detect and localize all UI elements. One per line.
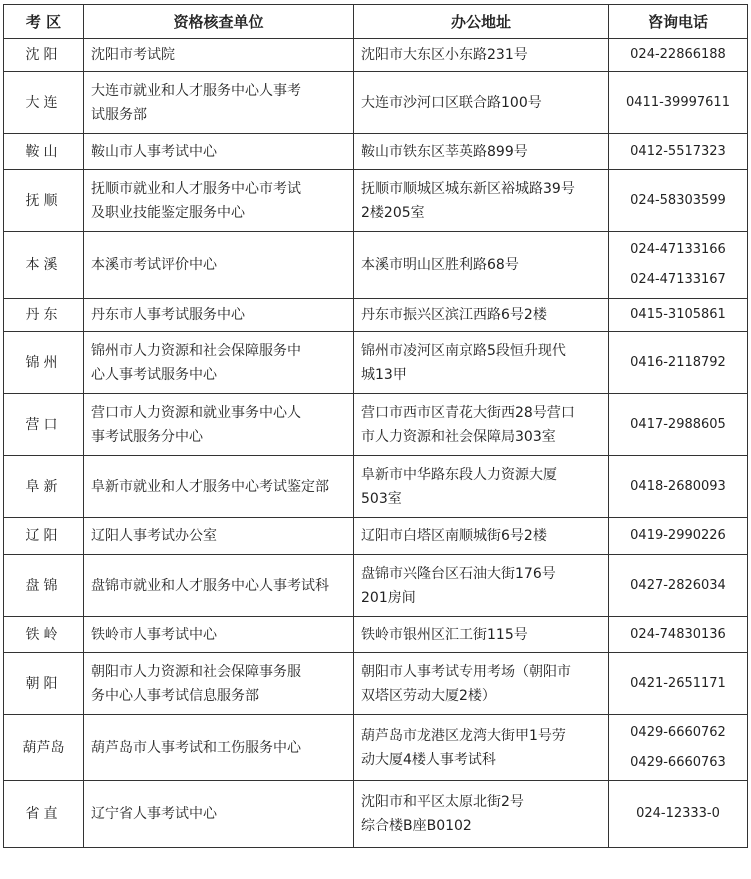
table-row xyxy=(4,170,748,232)
cell-unit-line: 心人事考试服务中心 xyxy=(91,366,217,383)
cell-phone-line: 024-47133167 xyxy=(630,272,726,287)
cell-region: 大连 xyxy=(4,72,84,134)
cell-phone xyxy=(609,781,748,848)
cell-unit-line: 朝阳市人力资源和社会保障事务服 xyxy=(91,663,301,680)
cell-unit xyxy=(84,170,354,232)
cell-address-line: 阜新市中华路东段人力资源大厦 xyxy=(361,466,557,483)
cell-phone-line: 024-47133166 xyxy=(630,242,726,257)
cell-phone-line: 0412-5517323 xyxy=(630,143,726,159)
cell-region: 抚顺 xyxy=(4,170,84,232)
table-row xyxy=(4,299,748,332)
cell-address xyxy=(354,232,609,299)
cell-unit-line: 大连市就业和人才服务中心人事考 xyxy=(91,82,301,99)
cell-unit xyxy=(84,518,354,555)
cell-phone xyxy=(609,715,748,781)
cell-phone xyxy=(609,134,748,170)
cell-unit-line: 铁岭市人事考试中心 xyxy=(91,626,217,643)
table-row xyxy=(4,394,748,456)
cell-unit-line: 辽阳人事考试办公室 xyxy=(91,528,217,544)
cell-unit-line: 锦州市人力资源和社会保障服务中 xyxy=(91,342,301,359)
cell-phone xyxy=(609,653,748,715)
cell-region: 阜新 xyxy=(4,456,84,518)
cell-region: 辽阳 xyxy=(4,518,84,555)
cell-phone xyxy=(609,232,748,299)
cell-unit-line: 沈阳市考试院 xyxy=(91,47,175,63)
cell-region: 铁岭 xyxy=(4,617,84,653)
cell-unit xyxy=(84,394,354,456)
cell-address xyxy=(354,299,609,332)
header-phone: 咨询电话 xyxy=(609,5,748,39)
cell-unit xyxy=(84,232,354,299)
cell-phone xyxy=(609,555,748,617)
cell-region: 省直 xyxy=(4,781,84,848)
cell-phone xyxy=(609,518,748,555)
cell-address xyxy=(354,518,609,555)
cell-address-line: 铁岭市银州区汇工街115号 xyxy=(361,626,528,643)
cell-unit-line: 本溪市考试评价中心 xyxy=(91,257,217,273)
cell-unit xyxy=(84,555,354,617)
cell-phone-line: 0427-2826034 xyxy=(630,577,726,593)
cell-unit xyxy=(84,299,354,332)
cell-address-line: 沈阳市大东区小东路231号 xyxy=(361,47,528,63)
cell-phone-line: 0419-2990226 xyxy=(630,528,726,543)
cell-phone xyxy=(609,170,748,232)
cell-region: 葫芦岛 xyxy=(4,715,84,781)
table-row xyxy=(4,555,748,617)
cell-address-line: 朝阳市人事考试专用考场（朝阳市 xyxy=(361,663,571,680)
cell-phone xyxy=(609,456,748,518)
table-row xyxy=(4,332,748,394)
cell-unit-line: 营口市人力资源和就业事务中心人 xyxy=(91,404,301,421)
cell-region: 锦州 xyxy=(4,332,84,394)
cell-phone-line: 0411-39997611 xyxy=(626,94,730,110)
cell-region: 营口 xyxy=(4,394,84,456)
cell-address-line: 201房间 xyxy=(361,589,416,606)
cell-address-line: 503室 xyxy=(361,490,402,507)
cell-address-line: 锦州市凌河区南京路5段恒升现代 xyxy=(361,342,566,359)
cell-region: 沈阳 xyxy=(4,39,84,72)
cell-address-line: 沈阳市和平区太原北街2号 xyxy=(361,794,524,810)
table-row xyxy=(4,39,748,72)
cell-unit-line: 抚顺市就业和人才服务中心市考试 xyxy=(91,180,301,197)
cell-unit xyxy=(84,653,354,715)
cell-address xyxy=(354,456,609,518)
table-row xyxy=(4,456,748,518)
cell-unit-line: 丹东市人事考试服务中心 xyxy=(91,307,245,323)
cell-phone-line: 0429-6660762 xyxy=(630,724,726,740)
cell-phone xyxy=(609,72,748,134)
cell-address xyxy=(354,617,609,653)
cell-phone-line: 0418-2680093 xyxy=(630,478,726,494)
cell-unit-line: 及职业技能鉴定服务中心 xyxy=(91,204,245,221)
cell-unit xyxy=(84,332,354,394)
cell-phone xyxy=(609,617,748,653)
table-row xyxy=(4,232,748,299)
cell-phone-line: 024-58303599 xyxy=(630,192,726,208)
exam-contact-table xyxy=(3,4,748,848)
cell-address xyxy=(354,39,609,72)
cell-phone-line: 0416-2118792 xyxy=(630,354,726,370)
cell-address-line: 丹东市振兴区滨江西路6号2楼 xyxy=(361,307,547,323)
cell-unit-line: 事考试服务分中心 xyxy=(91,428,203,445)
cell-address-line: 2楼205室 xyxy=(361,204,425,221)
cell-address xyxy=(354,715,609,781)
cell-unit xyxy=(84,134,354,170)
cell-address xyxy=(354,781,609,848)
cell-address-line: 大连市沙河口区联合路100号 xyxy=(361,94,542,111)
cell-phone-line: 024-74830136 xyxy=(630,626,726,642)
cell-unit xyxy=(84,617,354,653)
table-row xyxy=(4,518,748,555)
cell-unit-line: 盘锦市就业和人才服务中心人事考试科 xyxy=(91,577,329,594)
cell-phone-line: 0421-2651171 xyxy=(630,675,726,691)
cell-phone-line: 024-22866188 xyxy=(630,47,726,62)
cell-address xyxy=(354,72,609,134)
cell-address-line: 动大厦4楼人事考试科 xyxy=(361,751,496,768)
cell-unit-line: 葫芦岛市人事考试和工伤服务中心 xyxy=(91,739,301,756)
cell-address-line: 城13甲 xyxy=(361,366,407,383)
cell-unit-line: 辽宁省人事考试中心 xyxy=(91,806,217,822)
table-row xyxy=(4,781,748,848)
cell-phone xyxy=(609,332,748,394)
cell-address xyxy=(354,134,609,170)
cell-unit xyxy=(84,781,354,848)
cell-phone xyxy=(609,299,748,332)
table-row xyxy=(4,72,748,134)
header-row xyxy=(4,5,748,39)
cell-address xyxy=(354,170,609,232)
cell-unit-line: 试服务部 xyxy=(91,106,147,123)
cell-phone-line: 024-12333-0 xyxy=(636,806,720,821)
cell-unit xyxy=(84,715,354,781)
cell-address xyxy=(354,332,609,394)
cell-unit xyxy=(84,39,354,72)
cell-unit xyxy=(84,456,354,518)
header-address: 办公地址 xyxy=(354,5,609,39)
cell-phone xyxy=(609,39,748,72)
header-unit: 资格核查单位 xyxy=(84,5,354,39)
cell-region: 丹东 xyxy=(4,299,84,332)
table-row xyxy=(4,617,748,653)
cell-region: 鞍山 xyxy=(4,134,84,170)
cell-unit-line: 阜新市就业和人才服务中心考试鉴定部 xyxy=(91,478,329,495)
cell-address-line: 本溪市明山区胜利路68号 xyxy=(361,257,519,273)
cell-unit-line: 鞍山市人事考试中心 xyxy=(91,143,217,160)
cell-phone-line: 0429-6660763 xyxy=(630,754,726,770)
cell-address-line: 辽阳市白塔区南顺城街6号2楼 xyxy=(361,528,547,544)
cell-address-line: 鞍山市铁东区莘英路899号 xyxy=(361,143,528,160)
table-row xyxy=(4,715,748,781)
table-row xyxy=(4,134,748,170)
cell-phone-line: 0417-2988605 xyxy=(630,416,726,432)
cell-address xyxy=(354,555,609,617)
cell-address-line: 综合楼B座B0102 xyxy=(361,818,472,834)
table-body xyxy=(4,39,748,848)
cell-region: 盘锦 xyxy=(4,555,84,617)
cell-unit-line: 务中心人事考试信息服务部 xyxy=(91,687,259,704)
cell-address-line: 营口市西市区青花大街西28号营口 xyxy=(361,404,575,421)
cell-address-line: 双塔区劳动大厦2楼） xyxy=(361,687,496,704)
cell-phone-line: 0415-3105861 xyxy=(630,307,726,322)
cell-address-line: 葫芦岛市龙港区龙湾大街甲1号劳 xyxy=(361,727,566,744)
cell-unit xyxy=(84,72,354,134)
cell-address xyxy=(354,653,609,715)
table-row xyxy=(4,653,748,715)
cell-address xyxy=(354,394,609,456)
cell-address-line: 抚顺市顺城区城东新区裕城路39号 xyxy=(361,180,575,197)
cell-phone xyxy=(609,394,748,456)
cell-region: 本溪 xyxy=(4,232,84,299)
cell-address-line: 盘锦市兴隆台区石油大街176号 xyxy=(361,565,556,582)
cell-region: 朝阳 xyxy=(4,653,84,715)
header-region: 考 区 xyxy=(4,5,84,39)
cell-address-line: 市人力资源和社会保障局303室 xyxy=(361,428,556,445)
